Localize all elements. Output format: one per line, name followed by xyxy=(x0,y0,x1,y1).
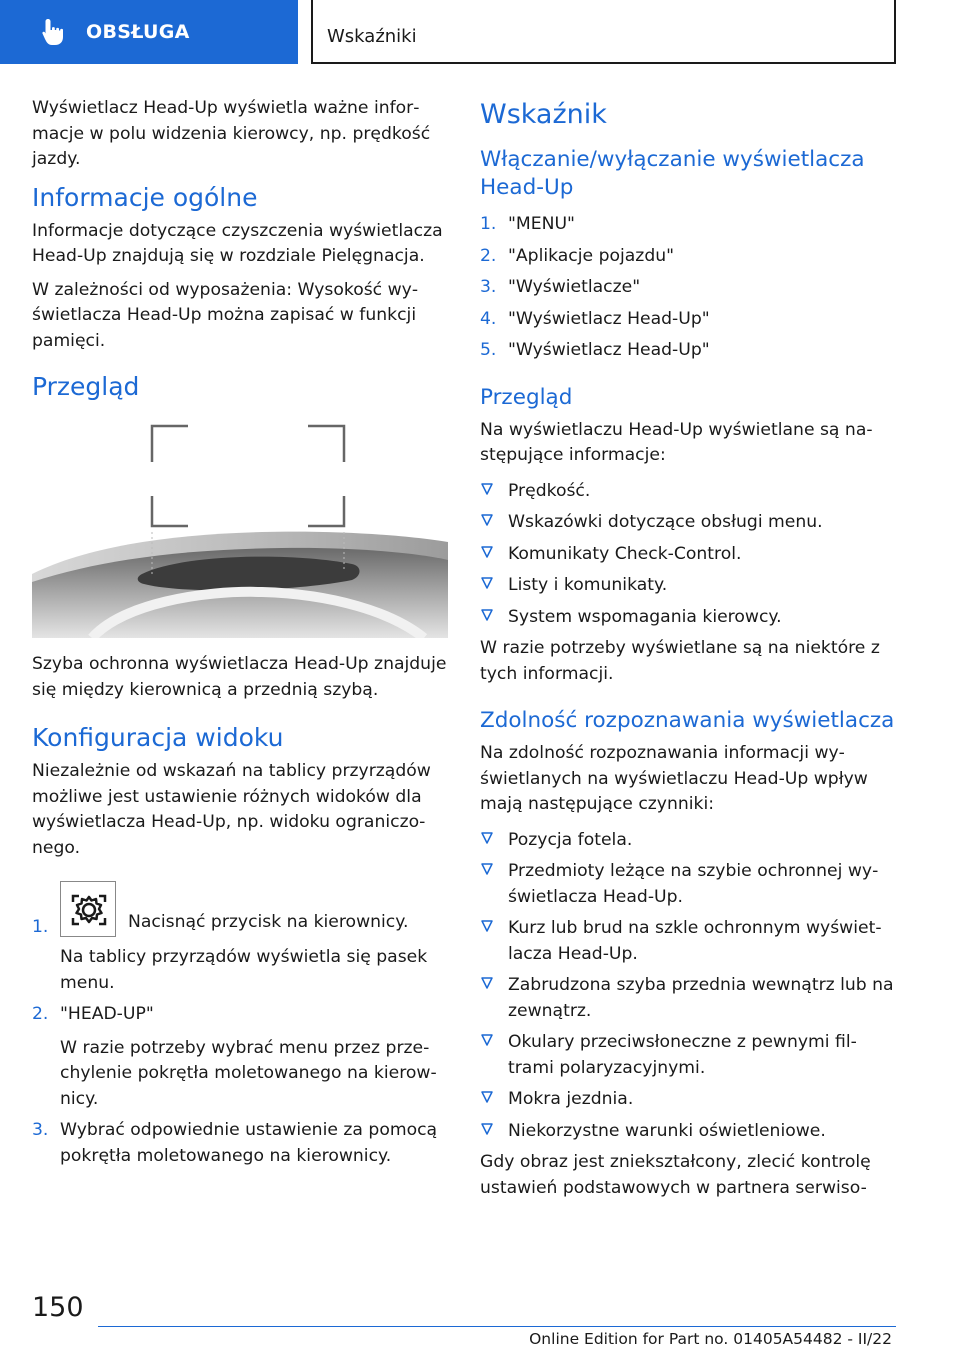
toggle-steps-list xyxy=(480,212,896,364)
visibility-heading: Zdolność rozpoznawania wyświetlacza xyxy=(480,708,895,733)
triangle-bullet-icon xyxy=(480,976,494,990)
config-step-3 xyxy=(32,1118,448,1169)
overview-heading: Przegląd xyxy=(32,372,140,401)
step-text: "HEAD-UP" xyxy=(60,1004,154,1024)
list-item: Mokra jezdnia. xyxy=(480,1087,896,1113)
list-item: Listy i komunikaty. xyxy=(480,573,896,599)
toggle-step: 1. "MENU" xyxy=(480,214,575,234)
config-step-1 xyxy=(32,881,448,996)
toggle-step: 3. "Wyświetlacze" xyxy=(480,277,641,297)
list-item: Prędkość. xyxy=(480,479,896,505)
triangle-bullet-icon xyxy=(480,608,494,622)
triangle-bullet-icon xyxy=(480,1122,494,1136)
view-config-heading: Konfiguracja widoku xyxy=(32,723,284,752)
settings-gear-icon xyxy=(70,891,108,929)
visibility-paragraph: Na zdolność rozpoznawania informacji wyświetlanych na wyświetlaczu Head-Up wpływ mają następujące czynniki: xyxy=(480,743,868,814)
toggle-step: 5. "Wyświetlacz Head-Up" xyxy=(480,340,710,360)
page-number: 150 xyxy=(32,1292,84,1323)
triangle-bullet-icon xyxy=(480,919,494,933)
general-info-paragraph-1: Informacje dotyczące czyszczenia wyświetlacza Head-Up znajdują się w rozdziale Pielęgnacja. xyxy=(32,220,443,266)
chapter-header xyxy=(311,0,896,64)
overview-note: W razie potrzeby wyświetlane są na niektóre z tych informacji. xyxy=(480,638,880,684)
list-item: Okulary przeciwsłoneczne z pewnymi filtrami polaryzacyjnymi. xyxy=(480,1030,896,1081)
list-item: Pozycja fotela. xyxy=(480,828,896,854)
triangle-bullet-icon xyxy=(480,831,494,845)
overview-list xyxy=(480,479,896,631)
head-up-display-figure xyxy=(32,414,448,638)
config-step-2 xyxy=(32,1002,448,1112)
triangle-bullet-icon xyxy=(480,482,494,496)
step-number: 1. xyxy=(32,917,49,937)
general-info-paragraph-2: W zależności od wyposażenia: Wysokość wyświetlacza Head-Up można zapisać w funkcji pamięci. xyxy=(32,279,419,351)
toggle-step: 4. "Wyświetlacz Head-Up" xyxy=(480,308,710,329)
triangle-bullet-icon xyxy=(480,1033,494,1047)
config-steps-list xyxy=(32,881,448,1169)
view-config-paragraph: Niezależnie od wskazań na tablicy przyrządów możliwe jest ustawienie różnych widoków dla wyświetlacza Head-Up, np. widoku ograniczonego. xyxy=(32,761,431,858)
overview-heading-right: Przegląd xyxy=(480,384,573,410)
left-column xyxy=(32,96,448,1175)
toggle-hud-heading: Włączanie/wyłączanie wyświetlacza Head-Up xyxy=(480,147,865,200)
list-item: Wskazówki dotyczące obsługi menu. xyxy=(480,510,896,536)
list-item: Niekorzystne warunki oświetleniowe. xyxy=(480,1119,896,1145)
footer-divider xyxy=(98,1326,896,1327)
triangle-bullet-icon xyxy=(480,513,494,527)
triangle-bullet-icon xyxy=(480,1090,494,1104)
edition-footer: Online Edition for Part no. 01405A54482 - II/22 xyxy=(529,1330,892,1348)
section-title: OBSŁUGA xyxy=(86,21,190,43)
pointing-hand-icon xyxy=(40,17,66,47)
triangle-bullet-icon xyxy=(480,576,494,590)
list-item: Komunikaty Check-Control. xyxy=(480,542,896,568)
section-tab xyxy=(0,0,298,64)
indicator-heading: Wskaźnik xyxy=(480,99,607,130)
list-item: Kurz lub brud na szkle ochronnym wyświetlacza Head-Up. xyxy=(480,916,896,967)
overview-paragraph: Na wyświetlaczu Head-Up wyświetlane są następujące informacje: xyxy=(480,419,873,465)
step-number: 3. xyxy=(32,1120,49,1140)
toggle-step: 2. "Aplikacje pojazdu" xyxy=(480,245,675,266)
triangle-bullet-icon xyxy=(480,862,494,876)
closing-paragraph: Gdy obraz jest zniekształcony, zlecić kontrolę ustawień podstawowych w partnera serwiso- xyxy=(480,1152,871,1198)
step-subtext: W razie potrzeby wybrać menu przez przechylenie pokrętła moletowanego na kierownicy. xyxy=(60,1037,437,1109)
step-subtext: Na tablicy przyrządów wyświetla się pasek menu. xyxy=(60,947,428,993)
list-item: Przedmioty leżące na szybie ochronnej wyświetlacza Head-Up. xyxy=(480,859,896,910)
right-column xyxy=(480,96,896,1209)
visibility-factors-list xyxy=(480,828,896,1145)
step-text: Nacisnąć przycisk na kierownicy. xyxy=(128,911,409,932)
figure-caption: Szyba ochronna wyświetlacza Head-Up znajduje się między kierownicą a przednią szybą. xyxy=(32,654,447,700)
step-text: Wybrać odpowiednie ustawienie za pomocą pokrętła moletowanego na kierownicy. xyxy=(60,1120,438,1166)
list-item: System wspomagania kierowcy. xyxy=(480,605,896,631)
chapter-title: Wskaźniki xyxy=(327,26,417,47)
intro-paragraph: Wyświetlacz Head-Up wyświetla ważne informacje w polu widzenia kierowcy, np. prędkość jazdy. xyxy=(32,98,431,169)
list-item: Zabrudzona szyba przednia wewnątrz lub na zewnątrz. xyxy=(480,973,896,1024)
triangle-bullet-icon xyxy=(480,545,494,559)
step-number: 2. xyxy=(32,1004,49,1024)
steering-wheel-button xyxy=(60,881,116,937)
general-info-heading: Informacje ogólne xyxy=(32,182,258,212)
